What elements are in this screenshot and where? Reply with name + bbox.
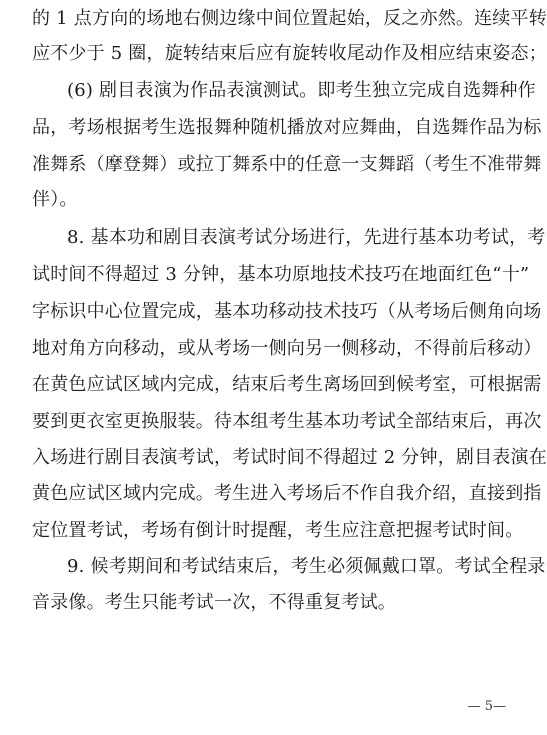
text-line: 入场进行剧目表演考试，考试时间不得超过 2 分钟，剧目表演在	[32, 447, 547, 468]
text-line: 品，考场根据考生选报舞种随机播放对应舞曲，自选舞作品为标	[32, 117, 542, 138]
text-line: 在黄色应试区域内完成，结束后考生离场回到候考室，可根据需	[32, 374, 542, 395]
text-line: 应不少于 5 圈，旋转结束后应有旋转收尾动作及相应结束姿态；	[32, 43, 547, 64]
text-line: 黄色应试区域内完成。考生进入考场后不作自我介绍，直接到指	[32, 483, 542, 504]
text-line: 9. 候考期间和考试结束后，考生必须佩戴口罩。考试全程录	[67, 556, 546, 577]
text-line: 8. 基本功和剧目表演考试分场进行，先进行基本功考试，考	[67, 227, 546, 248]
text-line: 试时间不得超过 3 分钟，基本功原地技术技巧在地面红色“十”	[32, 264, 530, 285]
text-line: 字标识中心位置完成，基本功移动技术技巧（从考场后侧角向场	[32, 301, 542, 322]
text-line: 要到更衣室更换服装。待本组考生基本功考试全部结束后，再次	[32, 411, 542, 432]
text-line: 准舞系（摩登舞）或拉丁舞系中的任意一支舞蹈（考生不准带舞	[32, 154, 542, 175]
text-line: 定位置考试，考场有倒计时提醒，考生应注意把握考试时间。	[32, 520, 524, 541]
text-line: 伴）。	[32, 189, 78, 210]
page-number: — 5—	[467, 699, 506, 714]
text-line: 音录像。考生只能考试一次，不得重复考试。	[32, 592, 396, 613]
text-line: (6) 剧目表演为作品表演测试。即考生独立完成自选舞种作	[67, 80, 536, 101]
text-line: 的 1 点方向的场地右侧边缘中间位置起始，反之亦然。连续平转	[32, 8, 547, 29]
text-line: 地对角方向移动，或从考场一侧向另一侧移动，不得前后移动）	[32, 338, 542, 359]
